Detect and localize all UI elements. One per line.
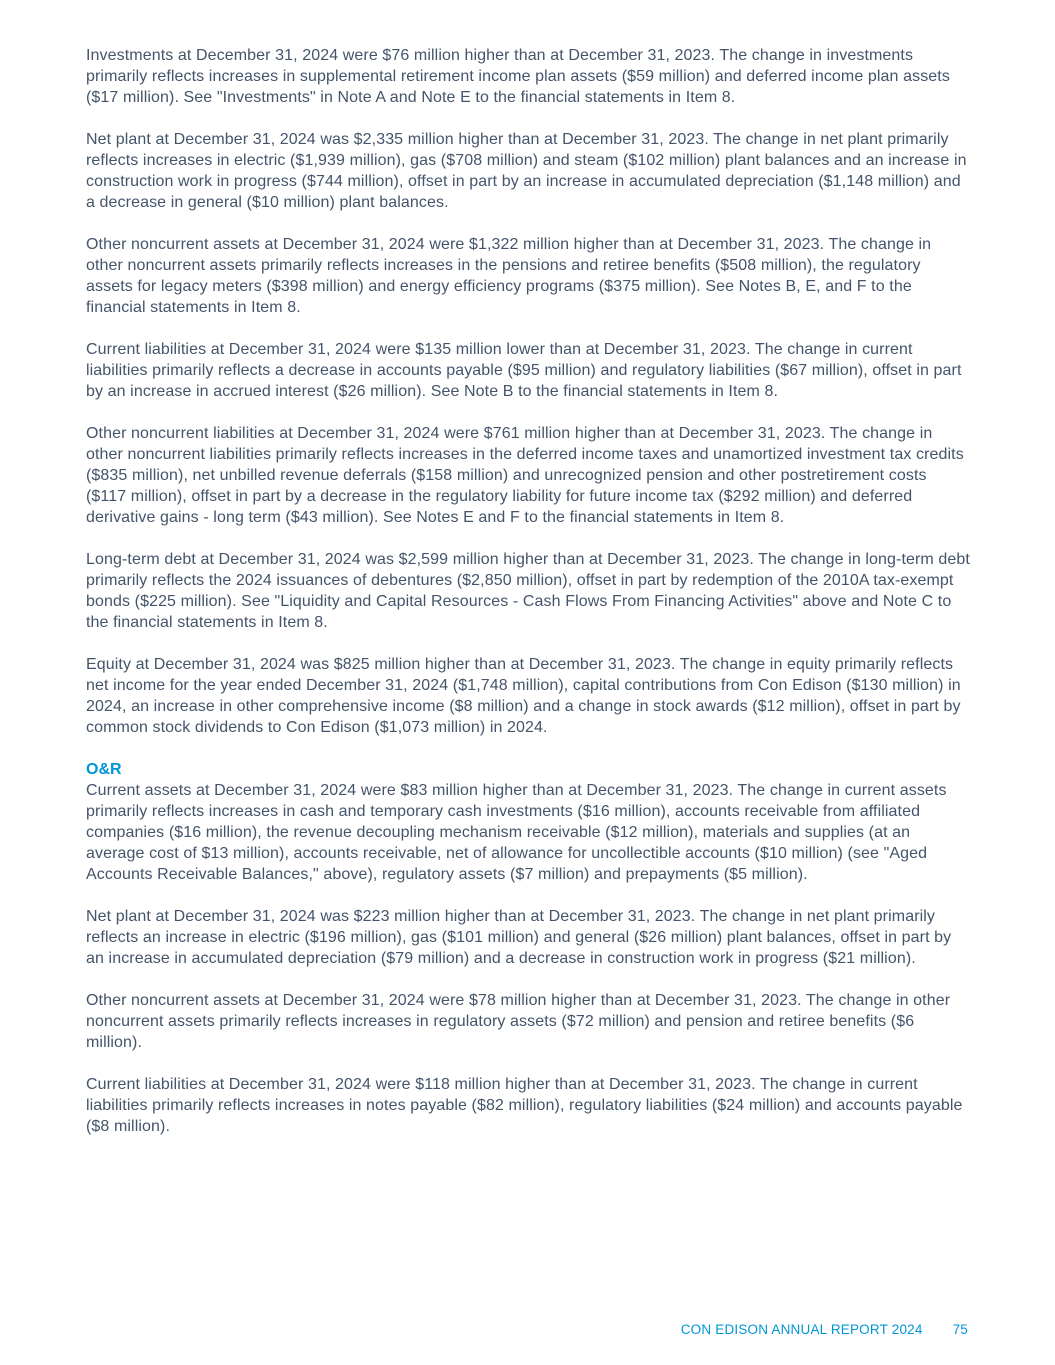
paragraph-other-noncurrent-assets-or: Other noncurrent assets at December 31, 2024 were $78 million higher than at December 31, 2023. The change in other noncurrent assets primarily reflects increases in regulatory assets ($72 million) and pension and retiree benefits ($6 million). xyxy=(86,992,951,1051)
paragraph-other-noncurrent-liabilities-cecony: Other noncurrent liabilities at December 31, 2024 were $761 million higher than at December 31, 2023. The change in other noncurrent liabilities primarily reflects increases in the deferred income taxes and unamortized investment tax credits ($835 million), net unbilled revenue deferrals ($158 million) and unrecognized pension and other postretirement costs ($117 million), offset in part by a decrease in the regulatory liability for future income tax ($292 million) and deferred derivative gains - long term ($43 million). See Notes E and F to the financial statements in Item 8. xyxy=(86,425,964,526)
paragraph-other-noncurrent-assets-cecony: Other noncurrent assets at December 31, 2024 were $1,322 million higher than at December 31, 2023. The change in other noncurrent assets primarily reflects increases in the pensions and retiree benefits ($508 million), the regulatory assets for legacy meters ($398 million) and energy efficiency programs ($375 million). See Notes B, E, and F to the financial statements in Item 8. xyxy=(86,236,932,316)
paragraph-net-plant-cecony: Net plant at December 31, 2024 was $2,335 million higher than at December 31, 2023. The change in net plant primarily reflects increases in electric ($1,939 million), gas ($708 million) and steam ($102 million) plant balances and an increase in construction work in progress ($744 million), offset in part by an increase in accumulated depreciation ($1,148 million) and a decrease in general ($10 million) plant balances. xyxy=(86,131,967,211)
paragraph-long-term-debt: Long-term debt at December 31, 2024 was $2,599 million higher than at December 31, 2023. The change in long-term debt primarily reflects the 2024 issuances of debentures ($2,850 million), offset in part by redemption of the 2010A tax-exempt bonds ($225 million). See "Liquidity and Capital Resources - Cash Flows From Financing Activities" above and Note C to the financial statements in Item 8. xyxy=(86,551,970,631)
page-footer xyxy=(681,1322,968,1338)
paragraph-equity: Equity at December 31, 2024 was $825 million higher than at December 31, 2023. The change in equity primarily reflects net income for the year ended December 31, 2024 ($1,748 million), capital contributions from Con Edison ($130 million) in 2024, an increase in other comprehensive income ($8 million) and a change in stock awards ($12 million), offset in part by common stock dividends to Con Edison ($1,073 million) in 2024. xyxy=(86,656,961,736)
paragraph-net-plant-or: Net plant at December 31, 2024 was $223 million higher than at December 31, 2023. The change in net plant primarily reflects an increase in electric ($196 million), gas ($101 million) and general ($26 million) plant balances, offset in part by an increase in accumulated depreciation ($79 million) and a decrease in construction work in progress ($21 million). xyxy=(86,908,952,967)
page-content xyxy=(86,45,970,1158)
footer-report-title: CON EDISON ANNUAL REPORT 2024 xyxy=(680,1322,923,1337)
paragraph-current-assets-or: Current assets at December 31, 2024 were $83 million higher than at December 31, 2023. The change in current assets primarily reflects increases in cash and temporary cash investments ($16 million), accounts receivable from affiliated companies ($16 million), the revenue decoupling mechanism receivable ($12 million), materials and supplies (at an average cost of $13 million), accounts receivable, net of allowance for uncollectible accounts ($10 million) (see "Aged Accounts Receivable Balances," above), regulatory assets ($7 million) and prepayments ($5 million). xyxy=(86,782,947,883)
footer-page-number: 75 xyxy=(952,1322,968,1337)
paragraph-current-liabilities-or: Current liabilities at December 31, 2024 were $118 million higher than at December 31, 2023. The change in current liabilities primarily reflects increases in notes payable ($82 million), regulatory liabilities ($24 million) and accounts payable ($8 million). xyxy=(86,1076,963,1135)
paragraph-current-liabilities-cecony: Current liabilities at December 31, 2024 were $135 million lower than at December 31, 2023. The change in current liabilities primarily reflects a decrease in accounts payable ($95 million) and regulatory liabilities ($67 million), offset in part by an increase in accrued interest ($26 million). See Note B to the financial statements in Item 8. xyxy=(86,341,962,400)
section-heading-or: O&R xyxy=(86,761,122,778)
paragraph-investments: Investments at December 31, 2024 were $76 million higher than at December 31, 2023. The change in investments primarily reflects increases in supplemental retirement income plan assets ($59 million) and deferred income plan assets ($17 million). See "Investments" in Note A and Note E to the financial statements in Item 8. xyxy=(86,47,950,106)
